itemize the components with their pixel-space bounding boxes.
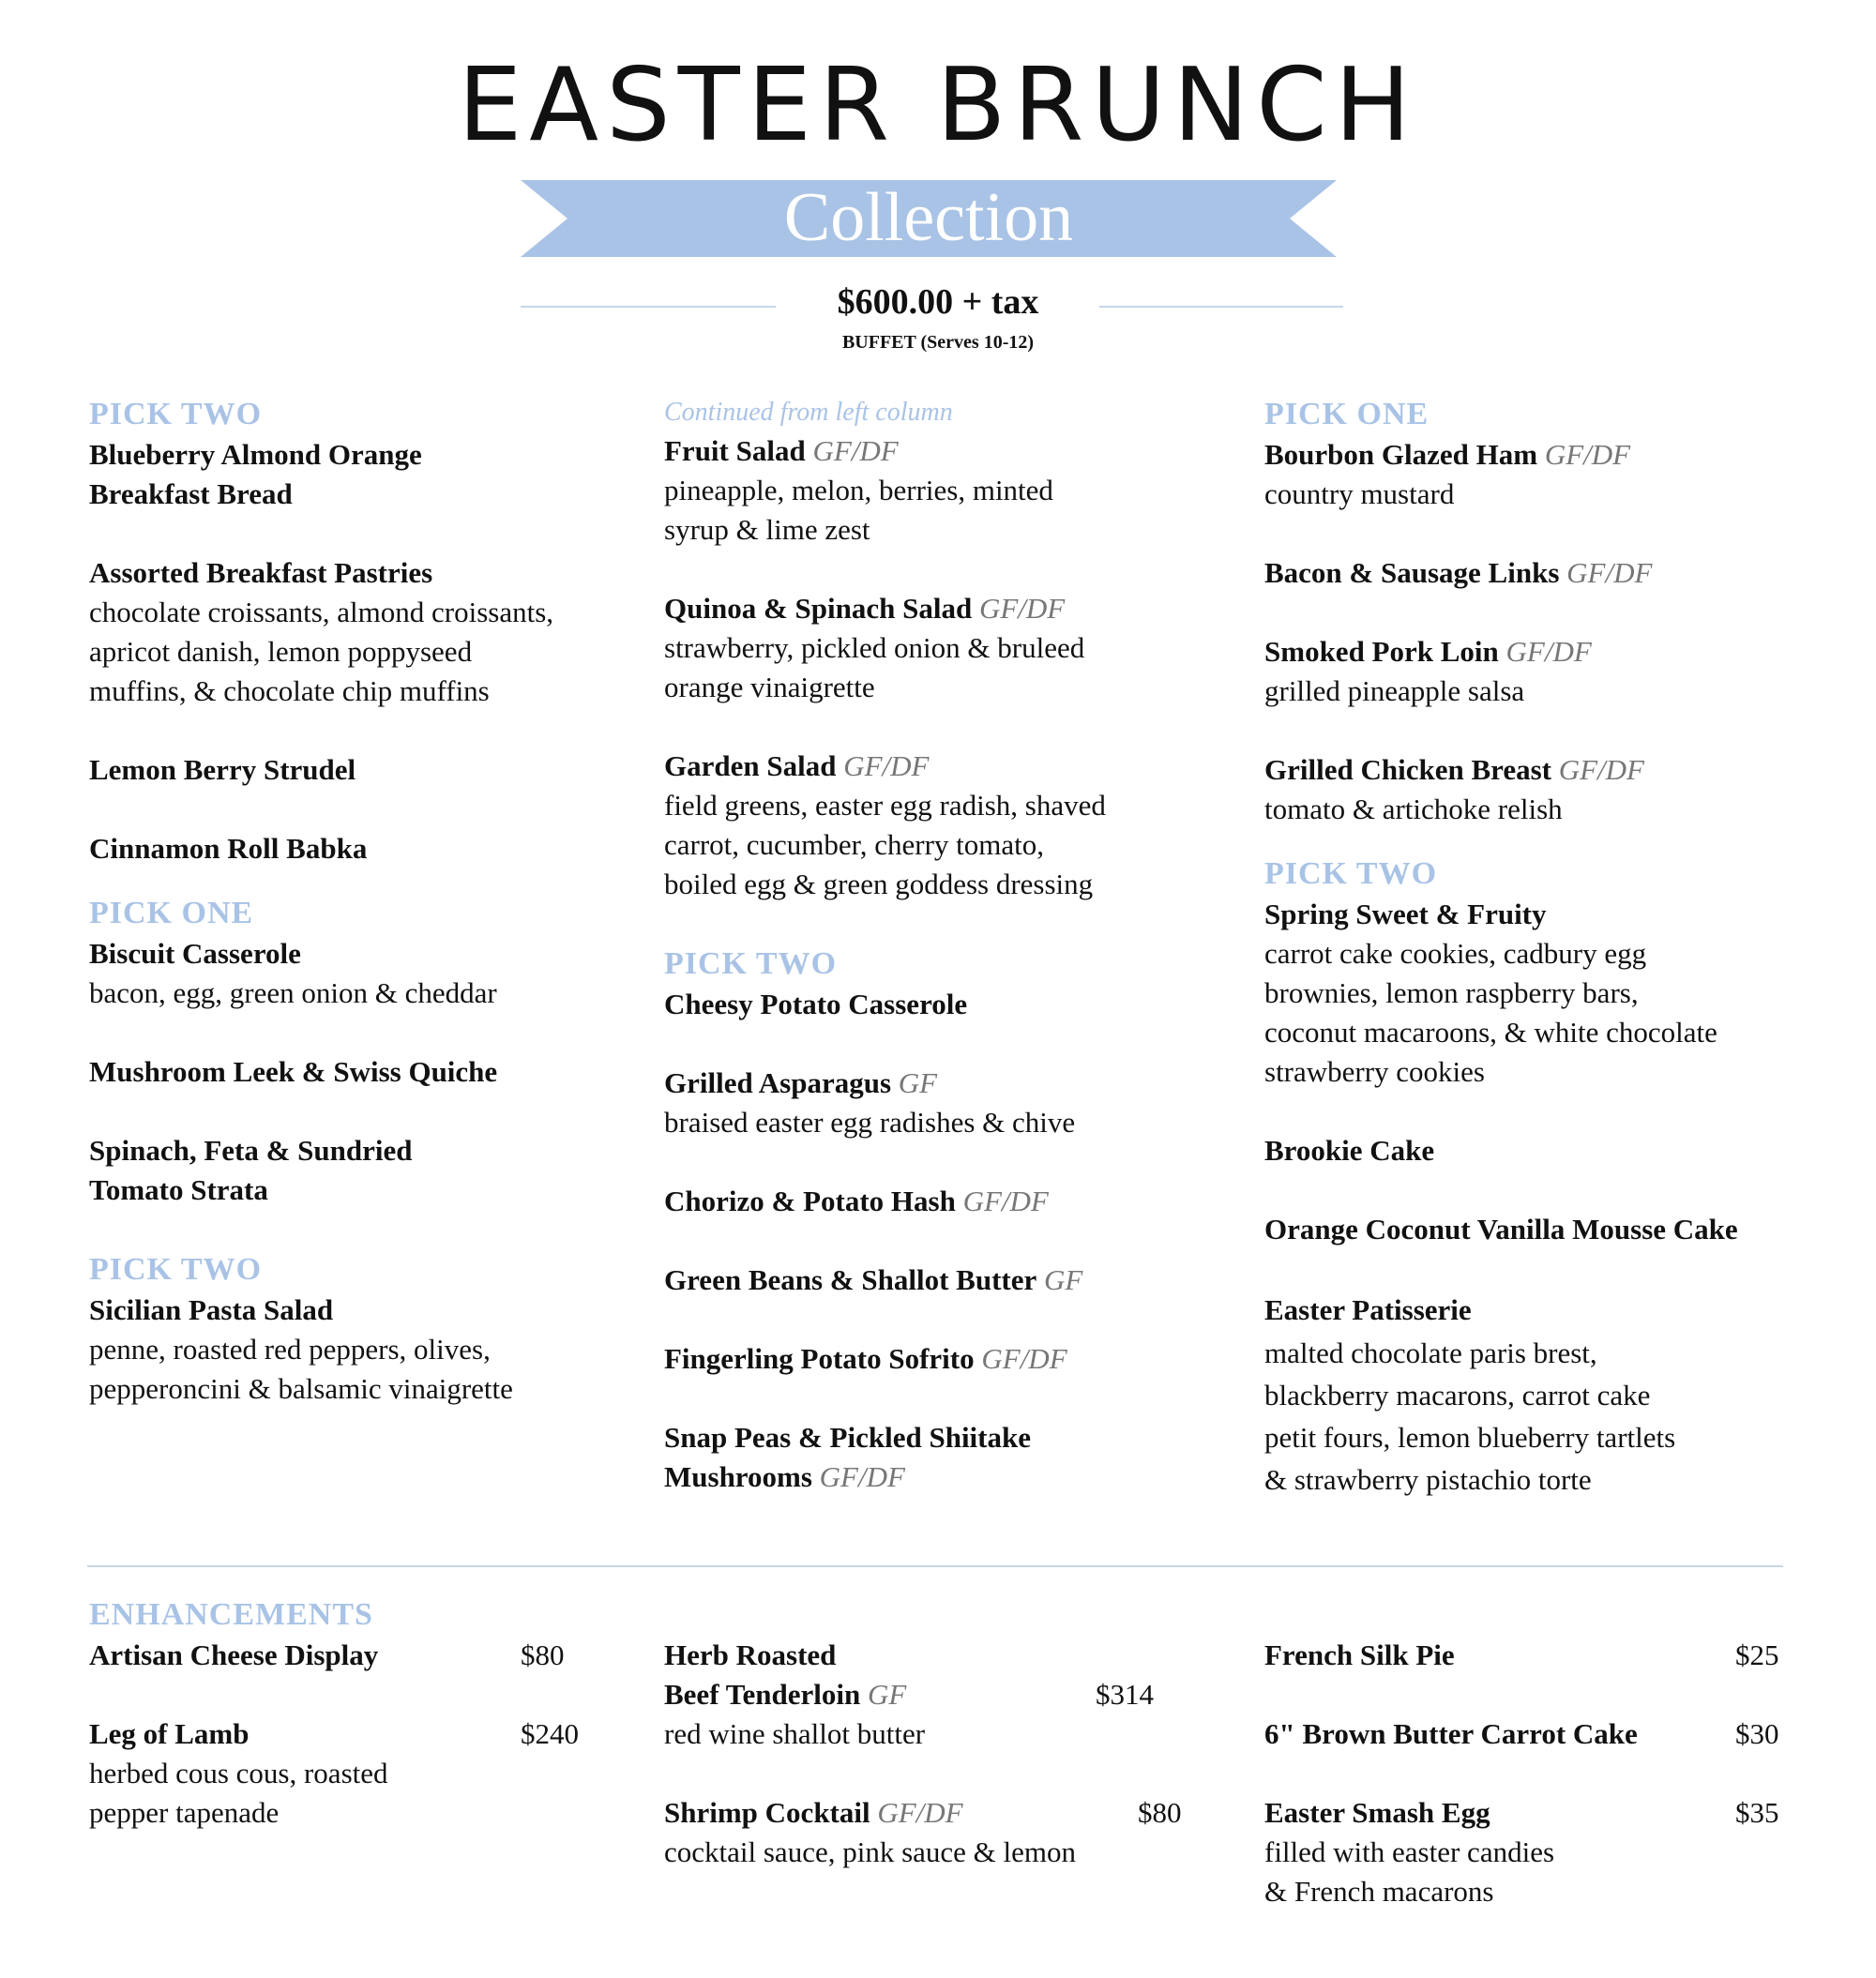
diet-tag: GF/DF — [877, 1796, 963, 1829]
menu-item-name: Fruit Salad — [664, 434, 806, 467]
menu-item-description: braised easter egg radishes & chive — [664, 1106, 1076, 1139]
menu-item-description: carrot cake cookies, cadbury egg — [1264, 937, 1647, 970]
enhancements-heading: ENHANCEMENTS — [89, 1597, 373, 1632]
menu-item-description: & strawberry pistachio torte — [1264, 1463, 1592, 1496]
menu-item-description: malted chocolate paris brest, — [1264, 1336, 1597, 1369]
collection-banner — [521, 180, 1337, 257]
menu-column-right — [1264, 394, 1846, 1501]
menu-item-name: Mushroom Leek & Swiss Quiche — [89, 1055, 498, 1088]
enhancements-column-right — [1264, 1636, 1790, 1911]
menu-item-name: Blueberry Almond Orange — [89, 438, 422, 471]
menu-item-name: Assorted Breakfast Pastries — [89, 556, 433, 589]
menu-item-description: pineapple, melon, berries, minted — [664, 474, 1053, 506]
menu-item-name: Brookie Cake — [1264, 1134, 1435, 1167]
menu-item-name: Grilled Chicken Breast — [1264, 753, 1551, 786]
menu-item-description: apricot danish, lemon poppyseed — [89, 635, 473, 668]
menu-item-name: Lemon Berry Strudel — [89, 753, 356, 786]
enhancement-price: $240 — [521, 1717, 579, 1750]
menu-column-left — [89, 394, 633, 1409]
enhancement-description: & French macarons — [1264, 1875, 1494, 1908]
diet-tag: GF — [868, 1678, 907, 1711]
menu-item-name: Snap Peas & Pickled Shiitake — [664, 1421, 1031, 1454]
enhancement-name: Artisan Cheese Display — [89, 1638, 379, 1671]
section-heading: PICK ONE — [89, 896, 254, 930]
section-heading: PICK TWO — [89, 397, 263, 431]
menu-item-name: Fingerling Potato Sofrito — [664, 1342, 975, 1375]
menu-item-description: tomato & artichoke relish — [1264, 793, 1563, 825]
diet-tag: GF/DF — [978, 592, 1066, 625]
menu-item-name: Biscuit Casserole — [89, 937, 301, 970]
menu-item-name: Green Beans & Shallot Butter — [664, 1263, 1037, 1296]
menu-item-description: grilled pineapple salsa — [1264, 674, 1525, 707]
enhancement-name: French Silk Pie — [1264, 1638, 1455, 1671]
menu-item-name: Spring Sweet & Fruity — [1264, 898, 1547, 930]
enhancement-name: Easter Smash Egg — [1264, 1796, 1490, 1829]
menu-item-name: Chorizo & Potato Hash — [664, 1185, 956, 1217]
menu-item-name: Cheesy Potato Casserole — [664, 988, 968, 1020]
menu-column-middle — [664, 394, 1227, 1497]
enhancement-description: red wine shallot butter — [664, 1717, 926, 1750]
enhancement-price: $35 — [1735, 1796, 1779, 1829]
menu-item-description: strawberry, pickled onion & bruleed — [664, 631, 1085, 664]
enhancements-column-left — [89, 1594, 596, 1833]
menu-item-description: penne, roasted red peppers, olives, — [89, 1333, 491, 1366]
diet-tag: GF/DF — [962, 1185, 1049, 1217]
enhancement-description: cocktail sauce, pink sauce & lemon — [664, 1835, 1077, 1868]
enhancement-price: $30 — [1735, 1717, 1779, 1750]
diet-tag: GF/DF — [843, 749, 930, 782]
enhancement-name: 6" Brown Butter Carrot Cake — [1264, 1717, 1638, 1750]
enhancement-name: Leg of Lamb — [89, 1717, 250, 1750]
enhancement-price: $80 — [521, 1638, 565, 1671]
enhancement-price: $80 — [1138, 1796, 1182, 1829]
section-heading: PICK TWO — [664, 946, 838, 981]
enhancement-name: Herb Roasted — [664, 1638, 837, 1671]
menu-item-description: brownies, lemon raspberry bars, — [1264, 976, 1639, 1009]
menu-item-name: Spinach, Feta & Sundried — [89, 1134, 413, 1167]
diet-tag: GF/DF — [1566, 556, 1653, 589]
section-heading: PICK TWO — [1264, 856, 1438, 891]
buffet-note: BUFFET (Serves 10-12) — [841, 332, 1035, 353]
enhancement-name: Shrimp Cocktail — [664, 1796, 870, 1829]
section-heading: PICK ONE — [1264, 397, 1430, 431]
menu-item-name: Smoked Pork Loin — [1264, 635, 1499, 668]
menu-item-description: boiled egg & green goddess dressing — [664, 868, 1094, 900]
enhancement-name: Beef Tenderloin — [664, 1678, 861, 1711]
continued-note: Continued from left column — [664, 398, 953, 427]
menu-item-description: orange vinaigrette — [664, 671, 875, 703]
menu-item-description: syrup & lime zest — [664, 513, 870, 546]
banner-label: Collection — [783, 179, 1074, 256]
menu-item-description: country mustard — [1264, 477, 1455, 510]
menu-item-description: bacon, egg, green onion & cheddar — [89, 976, 497, 1009]
enhancements-column-middle — [664, 1636, 1227, 1872]
menu-item-description: muffins, & chocolate chip muffins — [89, 674, 490, 707]
menu-item-name: Bourbon Glazed Ham — [1264, 438, 1538, 471]
menu-item-description: pepperoncini & balsamic vinaigrette — [89, 1372, 513, 1405]
menu-item-name: Quinoa & Spinach Salad — [664, 592, 973, 625]
enhancement-description: pepper tapenade — [89, 1796, 280, 1829]
menu-item-name: Bacon & Sausage Links — [1264, 556, 1560, 589]
package-price: $600.00 + tax — [837, 282, 1039, 322]
menu-item-description: strawberry cookies — [1264, 1055, 1485, 1088]
enhancement-price: $314 — [1096, 1678, 1154, 1711]
enhancement-description: filled with easter candies — [1264, 1835, 1555, 1868]
menu-item-name: Easter Patisserie — [1264, 1293, 1472, 1326]
menu-item-name: Sicilian Pasta Salad — [89, 1293, 334, 1326]
diet-tag: GF/DF — [1558, 753, 1644, 786]
menu-item-name: Mushrooms — [664, 1460, 812, 1493]
menu-item-description: chocolate croissants, almond croissants, — [89, 596, 554, 628]
menu-item-name: Tomato Strata — [89, 1173, 268, 1206]
diet-tag: GF/DF — [1544, 438, 1631, 471]
diet-tag: GF — [1044, 1263, 1083, 1296]
menu-item-description: blackberry macarons, carrot cake — [1264, 1379, 1651, 1412]
enhancement-price: $25 — [1735, 1638, 1779, 1671]
enhancement-description: herbed cous cous, roasted — [89, 1757, 388, 1789]
diet-tag: GF/DF — [1505, 635, 1592, 668]
page-title: EASTER BRUNCH — [458, 47, 1418, 164]
section-divider — [87, 1565, 1783, 1567]
section-heading: PICK TWO — [89, 1252, 263, 1287]
diet-tag: GF/DF — [819, 1460, 905, 1493]
menu-item-description: field greens, easter egg radish, shaved — [664, 789, 1106, 822]
diet-tag: GF/DF — [981, 1342, 1067, 1375]
diet-tag: GF/DF — [812, 434, 899, 467]
menu-item-name: Cinnamon Roll Babka — [89, 832, 368, 865]
menu-item-name: Grilled Asparagus — [664, 1066, 892, 1099]
menu-item-description: carrot, cucumber, cherry tomato, — [664, 828, 1045, 861]
diet-tag: GF — [898, 1066, 938, 1099]
menu-item-description: petit fours, lemon blueberry tartlets — [1264, 1421, 1676, 1454]
menu-item-name: Garden Salad — [664, 749, 837, 782]
menu-item-name: Orange Coconut Vanilla Mousse Cake — [1264, 1213, 1738, 1246]
menu-item-description: coconut macaroons, & white chocolate — [1264, 1016, 1717, 1049]
menu-item-name: Breakfast Bread — [89, 477, 293, 510]
